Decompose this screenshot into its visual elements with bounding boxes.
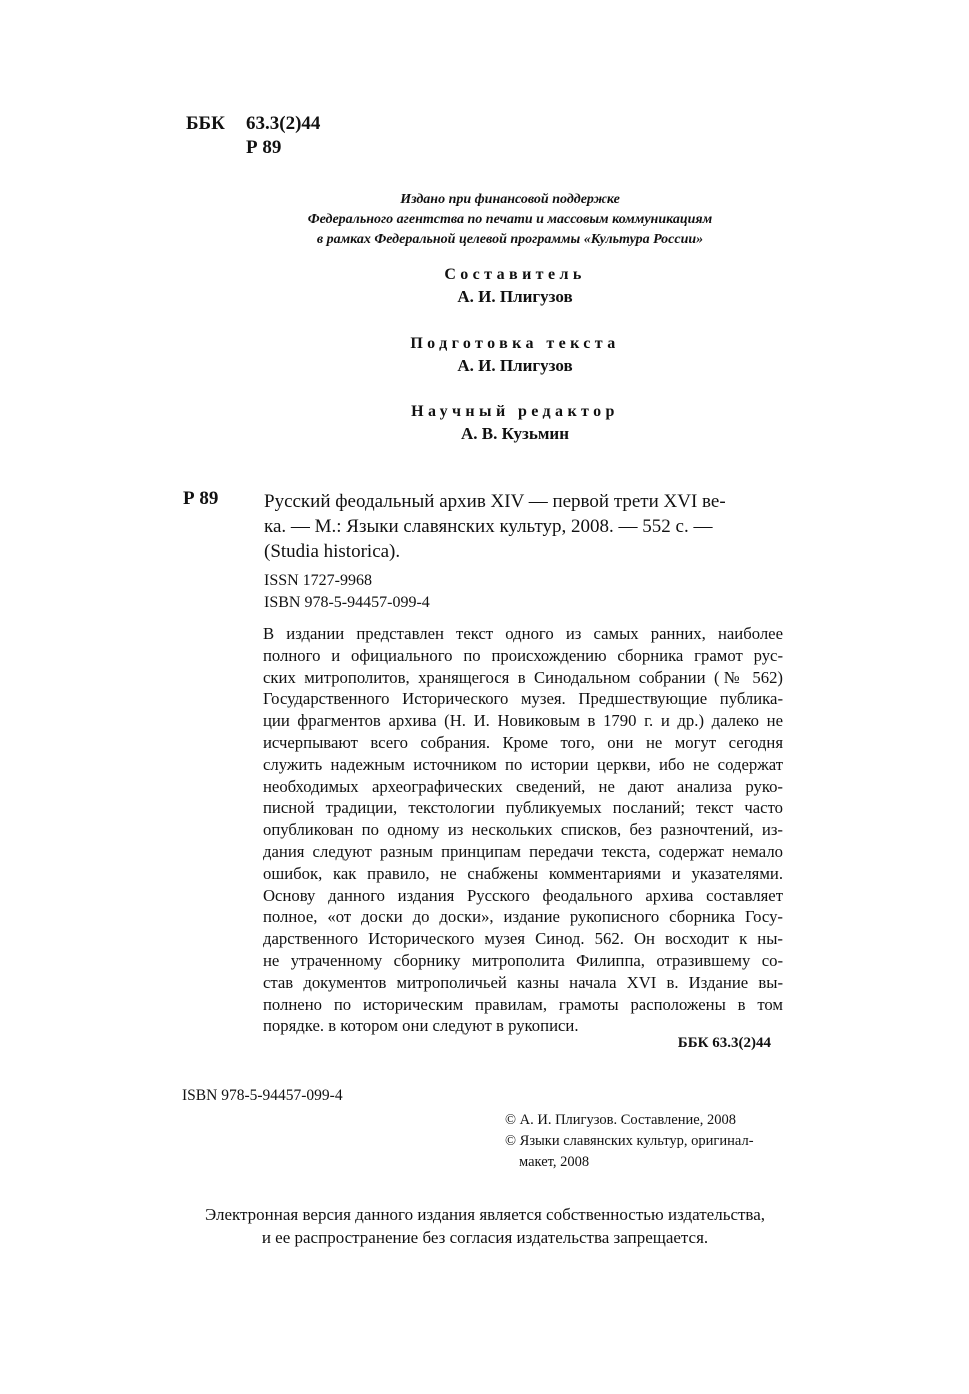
support-line: в рамках Федеральной целевой программы «Культура России» (316, 232, 704, 247)
annotation-line: писной традиции, текстологии публикуемых посланий; текст часто (263, 798, 783, 818)
annotation-line: ских митрополитов, хранящегося в Синодальном собрании (№ 562) (263, 667, 783, 687)
issn: ISSN 1727-9968 (264, 572, 373, 589)
annotation-line: полное, «от доски до доски», издание рукописного сборника Госу- (263, 907, 783, 927)
annotation-line: необходимых археографических сведений, не дают анализа руко- (263, 776, 783, 796)
bib-line: ка. — М.: Языки славянских культур, 2008. — 552 с. — (264, 516, 713, 537)
credit-person: А. И. Плигузов (457, 356, 573, 375)
annotation-line: Государственного Исторического музея. Предшествующие публика- (263, 689, 783, 709)
copyright-block (505, 1110, 805, 1173)
annotation-line: став документов митрополичьей казны начала XVI в. Издание вы- (263, 972, 783, 992)
support-line: Издано при финансовой поддержке (400, 192, 620, 207)
credit-role: Составитель (444, 266, 586, 283)
bib-line: (Studia historica). (264, 541, 401, 562)
identifier-block (264, 570, 430, 614)
support-note (240, 190, 780, 250)
annotation-line: ошибок, как правило, не снабжены комментариями и указателями. (263, 863, 783, 883)
annotation-bbk: ББК 63.3(2)44 (677, 1035, 771, 1051)
credit-person: А. В. Кузьмин (460, 424, 569, 443)
annotation-line: Основу данного издания Русского феодального архива составляет (263, 885, 783, 905)
annotation-line: ции фрагментов архива (Н. И. Новиковым в 1790 г. и др.) далеко не (263, 711, 783, 731)
annotation-line: порядке. в котором они следуют в рукописи. (263, 1016, 579, 1036)
notice-line: Электронная версия данного издания является собственностью издательства, (204, 1205, 766, 1224)
annotation-line: дарственного Исторического музея Синод. 562. Он восходит к ны- (263, 929, 783, 949)
annotation-line: служить надежным источником по истории церкви, ибо не содержат (263, 754, 783, 774)
bib-line: Русский феодальный архив XIV — первой трети XVI ве- (264, 491, 726, 512)
annotation-line: исчерпывают всего собрания. Кроме того, они не могут сегодня (263, 732, 783, 752)
copyright-line: © Языки славянских культур, оригинал- (505, 1133, 754, 1149)
notice-line: и ее распространение без согласия издательства запрещается. (261, 1228, 709, 1247)
credit-text-preparation (300, 333, 730, 377)
annotation-line: опубликован по одному из нескольких списков, без разночтений, из- (263, 820, 783, 840)
credit-person: А. И. Плигузов (457, 287, 573, 306)
annotation-line: полного и официального по происхождению сборника грамот рус- (263, 645, 783, 665)
bibliographic-description (264, 489, 784, 564)
entry-author-mark: Р 89 (183, 488, 219, 509)
credit-role: Подготовка текста (410, 335, 620, 352)
copyright-line: макет, 2008 (519, 1154, 590, 1170)
annotation-line: не утраченному сборнику митрополита Филиппа, отразившему со- (263, 950, 783, 970)
isbn: ISBN 978-5-94457-099-4 (264, 594, 430, 611)
bbk-classification (186, 112, 320, 136)
credit-compiler (300, 264, 730, 308)
author-mark: Р 89 (246, 137, 282, 158)
annotation (263, 623, 783, 1037)
annotation-line: В издании представлен текст одного из самых ранних, наиболее (263, 624, 783, 643)
bbk-code: 63.3(2)44 (246, 113, 321, 134)
support-line: Федерального агентства по печати и массовым коммуникациям (307, 212, 713, 227)
credit-role: Научный редактор (411, 403, 619, 420)
electronic-version-notice (150, 1203, 820, 1249)
credit-scientific-editor (300, 401, 730, 445)
copyright-line: © А. И. Плигузов. Составление, 2008 (505, 1112, 736, 1128)
annotation-line: дания следуют разным принципам передачи текста, содержат немало (263, 841, 783, 861)
bbk-label: ББК (186, 113, 225, 134)
isbn-bottom: ISBN 978-5-94457-099-4 (182, 1087, 343, 1104)
annotation-line: полнено по историческим правилам, грамоты расположены в том (263, 994, 783, 1014)
